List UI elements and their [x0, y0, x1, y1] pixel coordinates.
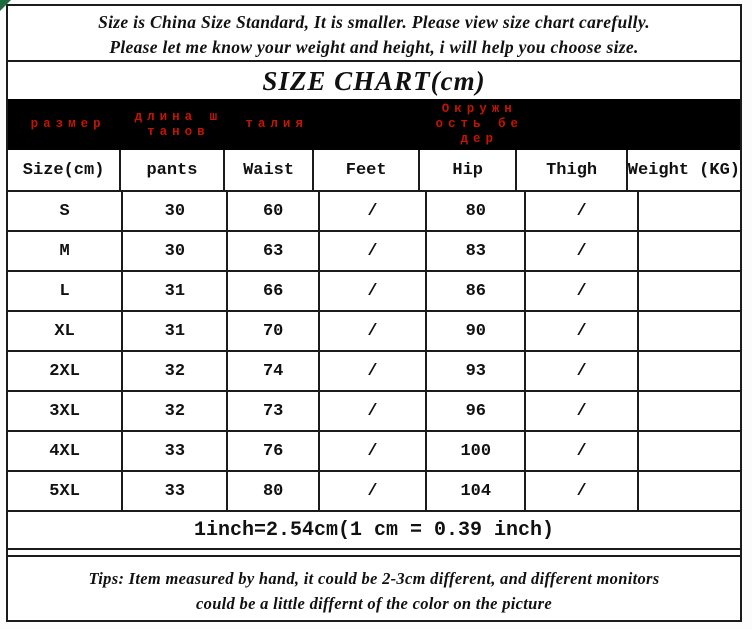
table-cell: 80: [228, 472, 319, 510]
table-cell: /: [526, 272, 638, 310]
table-cell: 33: [123, 472, 228, 510]
column-header-pants: pants: [121, 150, 224, 190]
column-header-hip: Hip: [420, 150, 518, 190]
table-row: [8, 352, 740, 392]
table-cell: /: [526, 472, 638, 510]
russian-label-pants-line2: танов: [147, 124, 210, 139]
size-label-cell: 4XL: [8, 432, 123, 470]
table-cell: [639, 432, 740, 470]
table-cell: /: [320, 192, 427, 230]
notice-line-2: Please let me know your weight and height, i will help you choose size.: [109, 37, 639, 57]
russian-label-empty-weight: [639, 99, 740, 150]
table-cell: 104: [427, 472, 526, 510]
table-cell: 74: [228, 352, 319, 390]
table-cell: [639, 392, 740, 430]
table-row: [8, 392, 740, 432]
table-cell: 96: [427, 392, 526, 430]
table-cell: /: [320, 352, 427, 390]
size-label-cell: M: [8, 232, 123, 270]
table-cell: 30: [123, 232, 228, 270]
table-cell: 76: [228, 432, 319, 470]
column-header-size: Size(cm): [8, 150, 121, 190]
table-cell: 63: [228, 232, 319, 270]
table-cell: 86: [427, 272, 526, 310]
russian-header-row: [8, 99, 740, 150]
size-label-cell: 5XL: [8, 472, 123, 510]
table-cell: /: [526, 312, 638, 350]
table-row: [8, 272, 740, 312]
russian-label-size: [8, 99, 123, 150]
page-title: SIZE CHART(cm): [262, 66, 486, 96]
spacer-row: [8, 550, 740, 557]
table-cell: /: [320, 232, 427, 270]
table-cell: 31: [123, 272, 228, 310]
russian-label-hip-line3: дер: [460, 132, 499, 146]
russian-label-pants-line1: длина ш: [134, 109, 223, 124]
column-header-waist: Waist: [225, 150, 315, 190]
table-cell: 83: [427, 232, 526, 270]
russian-label-hip-line2: ость бе: [435, 117, 524, 131]
table-cell: 32: [123, 392, 228, 430]
table-cell: /: [526, 352, 638, 390]
table-cell: 100: [427, 432, 526, 470]
table-cell: [639, 352, 740, 390]
size-table-body: [8, 192, 740, 512]
table-cell: /: [320, 472, 427, 510]
table-row: [8, 472, 740, 512]
size-label-cell: L: [8, 272, 123, 310]
russian-label-waist: [228, 99, 319, 150]
table-cell: /: [320, 312, 427, 350]
table-cell: 73: [228, 392, 319, 430]
size-label-cell: 2XL: [8, 352, 123, 390]
tips-line-2: could be a little differnt of the color on the picture: [196, 594, 552, 613]
tips-section: [8, 557, 740, 620]
table-cell: /: [320, 272, 427, 310]
notice-section: [8, 6, 740, 62]
russian-label-size-text: размер: [30, 117, 106, 131]
table-cell: 32: [123, 352, 228, 390]
table-cell: 90: [427, 312, 526, 350]
table-cell: 60: [228, 192, 319, 230]
table-cell: 93: [427, 352, 526, 390]
column-header-thigh: Thigh: [517, 150, 627, 190]
corner-marker-icon: [0, 0, 11, 11]
table-cell: [639, 192, 740, 230]
size-table-header: [8, 150, 740, 192]
table-cell: 66: [228, 272, 319, 310]
russian-label-waist-text: талия: [245, 117, 308, 131]
russian-label-empty-feet: [320, 99, 427, 150]
tips-line-1: Tips: Item measured by hand, it could be 2-3cm different, and different monitors: [88, 569, 660, 588]
table-cell: /: [526, 192, 638, 230]
size-label-cell: XL: [8, 312, 123, 350]
table-cell: [639, 312, 740, 350]
table-cell: /: [320, 432, 427, 470]
table-cell: /: [320, 392, 427, 430]
table-cell: /: [526, 432, 638, 470]
table-cell: 70: [228, 312, 319, 350]
table-cell: /: [526, 392, 638, 430]
table-cell: [639, 232, 740, 270]
table-cell: 30: [123, 192, 228, 230]
column-header-feet: Feet: [314, 150, 419, 190]
column-header-weight: Weight (KG): [627, 160, 740, 180]
table-cell: 80: [427, 192, 526, 230]
conversion-note: 1inch=2.54cm(1 cm = 0.39 inch): [8, 512, 740, 550]
table-cell: [639, 472, 740, 510]
table-cell: /: [526, 232, 638, 270]
size-label-cell: S: [8, 192, 123, 230]
russian-label-hip: [427, 99, 526, 150]
size-chart-frame: [6, 4, 742, 622]
russian-label-empty-thigh: [526, 99, 638, 150]
size-label-cell: 3XL: [8, 392, 123, 430]
russian-label-pants-length: [123, 99, 228, 150]
russian-label-hip-line1: Окружн: [441, 102, 517, 116]
table-cell: 31: [123, 312, 228, 350]
notice-line-1: Size is China Size Standard, It is smaller. Please view size chart carefully.: [98, 12, 650, 32]
table-row: [8, 192, 740, 232]
table-row: [8, 232, 740, 272]
table-cell: 33: [123, 432, 228, 470]
table-row: [8, 312, 740, 352]
table-row: [8, 432, 740, 472]
table-cell: [639, 272, 740, 310]
